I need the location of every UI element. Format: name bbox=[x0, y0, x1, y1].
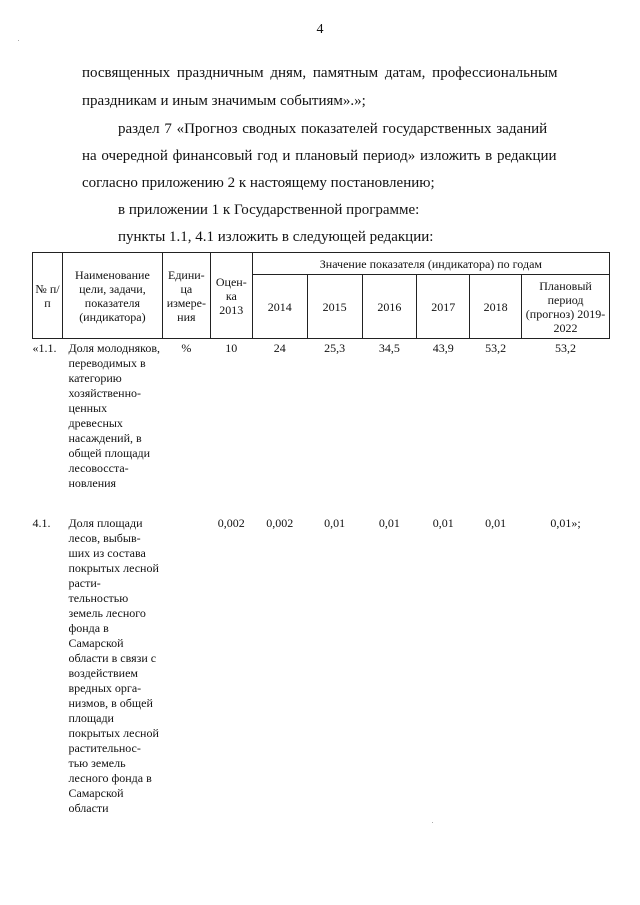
table-row bbox=[33, 339, 610, 515]
paragraph-line: праздникам и иным значимым событиям».»; bbox=[82, 93, 366, 109]
row-2017: 43,9 bbox=[432, 341, 454, 355]
row-name: Доля площади лесов, выбыв-ших из состава покрытых лесной расти-тельностью земель лесного фонда в Самарской области в связи с воздействием вредных орга-низмов, в общей площади покрытых лесной растительнос-тью земель лесного фонда в Самарской области bbox=[68, 516, 159, 815]
row-2017: 0,01 bbox=[432, 516, 454, 530]
row-2016: 34,5 bbox=[378, 341, 400, 355]
row-2014: 0,002 bbox=[266, 516, 294, 530]
row-estimate: 10 bbox=[225, 341, 238, 355]
header-2018: 2018 bbox=[470, 275, 522, 339]
indicators-table bbox=[32, 252, 610, 817]
paragraph-line: посвященных праздничным дням, памятным датам, профессиональным bbox=[82, 65, 558, 81]
paragraph-line: в приложении 1 к Государственной программе: bbox=[118, 202, 420, 218]
paragraph-line: согласно приложению 2 к настоящему постановлению; bbox=[82, 175, 435, 191]
header-2016: 2016 bbox=[362, 275, 417, 339]
paragraph-line: раздел 7 «Прогноз сводных показателей государственных заданий bbox=[118, 121, 548, 137]
row-2015: 0,01 bbox=[324, 516, 346, 530]
row-2018: 53,2 bbox=[485, 341, 507, 355]
scan-speck bbox=[18, 40, 19, 41]
header-name: Наименование цели, задачи, показателя (индикатора) bbox=[62, 253, 162, 339]
header-2015: 2015 bbox=[307, 275, 362, 339]
page-number: 4 bbox=[316, 22, 324, 37]
header-2017: 2017 bbox=[417, 275, 470, 339]
scan-speck bbox=[432, 822, 433, 823]
row-2018: 0,01 bbox=[485, 516, 507, 530]
header-unit: Едини-ца измере-ния bbox=[162, 253, 210, 339]
header-years-group: Значение показателя (индикатора) по годам bbox=[252, 253, 609, 275]
header-num: № п/п bbox=[33, 253, 63, 339]
row-2016: 0,01 bbox=[378, 516, 400, 530]
row-2015: 25,3 bbox=[324, 341, 346, 355]
row-unit bbox=[162, 514, 210, 817]
header-plan: Плановый период (прогноз) 2019-2022 bbox=[522, 275, 610, 339]
header-estimate: Оцен-ка 2013 bbox=[210, 253, 252, 339]
paragraph-line: на очередной финансовый год и плановый период» изложить в редакции bbox=[82, 148, 557, 164]
row-plan: 53,2 bbox=[555, 341, 577, 355]
row-number: «1.1. bbox=[32, 341, 57, 355]
table-row bbox=[33, 514, 610, 817]
row-plan: 0,01»; bbox=[550, 516, 581, 530]
paragraph-line: пункты 1.1, 4.1 изложить в следующей редакции: bbox=[118, 229, 434, 245]
row-number: 4.1. bbox=[32, 516, 51, 530]
row-estimate: 0,002 bbox=[217, 516, 245, 530]
row-2014: 24 bbox=[273, 341, 286, 355]
header-2014: 2014 bbox=[252, 275, 307, 339]
row-unit: % bbox=[181, 341, 192, 355]
row-name: Доля молодняков, переводимых в категорию хозяйственно-ценных древесных насаждений, в общей площади лесовосста-новления bbox=[68, 341, 161, 490]
